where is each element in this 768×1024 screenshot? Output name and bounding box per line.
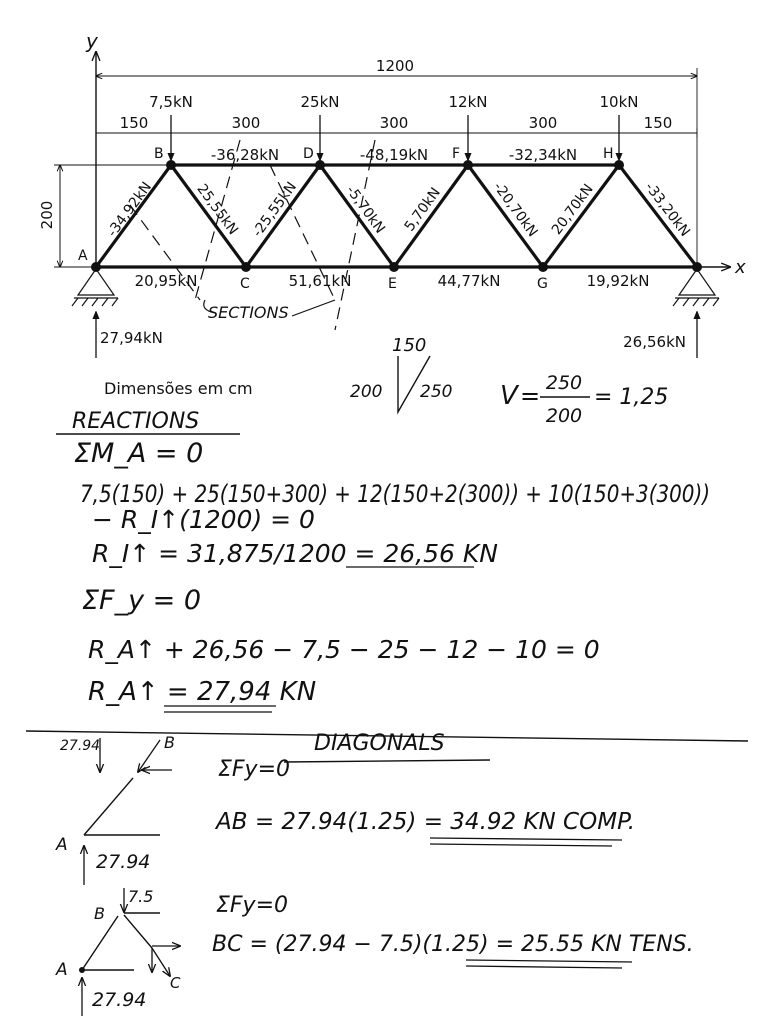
dim-span-1: 150 xyxy=(119,114,149,132)
member-DE xyxy=(320,165,394,267)
dim-height-label: 200 xyxy=(38,200,56,230)
force-GH: 20,70kN xyxy=(548,181,597,238)
reactions-line-1: ΣM_A = 0 xyxy=(74,438,204,469)
force-AC: 20,95kN xyxy=(134,272,198,290)
force-GI: 19,92kN xyxy=(586,272,650,290)
slope-sketch xyxy=(350,335,668,427)
member-GH xyxy=(543,165,619,267)
diagonals-calculation xyxy=(55,731,694,1016)
reaction-left-label: 27,94kN xyxy=(100,329,163,347)
fbd-node-A-1 xyxy=(55,733,175,885)
ratio-label: V xyxy=(500,381,518,411)
node-label-A: A xyxy=(78,248,88,264)
sections-label: SECTIONS xyxy=(208,303,289,322)
member-FG xyxy=(468,165,543,267)
bc-result-underline-1 xyxy=(466,960,632,962)
fbd2-top-load: 7.5 xyxy=(128,887,154,906)
fbd2-node-bottom: A xyxy=(56,960,68,980)
node-label-H: H xyxy=(603,146,614,162)
reactions-heading: REACTIONS xyxy=(72,409,200,434)
load-B: 7,5kN xyxy=(149,93,193,111)
dim-span-4: 300 xyxy=(528,114,558,132)
force-EG: 44,77kN xyxy=(437,272,501,290)
fbd2-reaction: 27.94 xyxy=(92,989,147,1011)
node-label-B: B xyxy=(154,146,164,162)
fbd1-reaction: 27.94 xyxy=(96,851,151,873)
bc-result-underline-2 xyxy=(466,966,622,968)
diagonals-bc-line: BC = (27.94 − 7.5)(1.25) = 25.55 KN TENS. xyxy=(212,932,694,957)
fbd2-node-top: B xyxy=(94,904,105,923)
diagonals-heading: DIAGONALS xyxy=(314,731,445,756)
fbd2-node-c: C xyxy=(170,974,181,992)
node-label-G: G xyxy=(537,276,548,292)
slope-vertical: 200 xyxy=(350,382,383,402)
reactions-line-7: R_A↑ = 27,94 KN xyxy=(88,677,317,707)
dim-span-2: 300 xyxy=(231,114,261,132)
fbd2-member-AB xyxy=(82,916,118,970)
fbd1-top-load: 27.94 xyxy=(60,738,101,754)
force-BD: -36,28kN xyxy=(210,146,280,164)
units-note: Dimensões em cm xyxy=(104,379,253,398)
slope-horizontal: 150 xyxy=(392,335,427,356)
ratio-equals: = xyxy=(520,382,541,410)
member-HI xyxy=(619,165,697,267)
ratio-denominator: 200 xyxy=(545,405,583,427)
force-AB: -34,92kN xyxy=(104,179,156,241)
fbd-node-AB-2 xyxy=(55,887,181,1016)
ab-result-underline-1 xyxy=(430,838,622,840)
dim-span-5: 150 xyxy=(643,114,673,132)
force-FH: -32,34kN xyxy=(508,146,578,164)
node-label-E: E xyxy=(388,276,397,292)
fbd1-node-bottom: A xyxy=(56,835,68,855)
ratio-value: = 1,25 xyxy=(594,385,669,410)
fbd1-member xyxy=(84,778,133,835)
dim-total-label: 1200 xyxy=(375,57,415,75)
force-HI: -33,20kN xyxy=(641,179,693,240)
diagonals-heading-underline xyxy=(284,760,490,762)
truss-members xyxy=(96,165,697,267)
load-F: 12kN xyxy=(448,93,488,111)
reactions-line-5: ΣF_y = 0 xyxy=(82,585,202,616)
fbd2-bc-force-arrow xyxy=(152,948,170,976)
fbd1-node-top: B xyxy=(164,733,175,752)
diagonals-eq2: ΣFy=0 xyxy=(216,893,289,918)
force-BC: 25,55kN xyxy=(193,181,242,239)
force-DE: -5,70kN xyxy=(342,182,388,237)
node-label-C: C xyxy=(240,276,250,292)
support-left xyxy=(72,269,118,306)
member-CD xyxy=(246,165,320,267)
node-label-F: F xyxy=(452,146,461,162)
force-CD: -25,55kN xyxy=(249,179,300,241)
sections-leader-right xyxy=(292,300,335,316)
support-right xyxy=(673,269,719,306)
load-H: 10kN xyxy=(599,93,639,111)
y-axis-label: y xyxy=(86,29,98,53)
slope-hypotenuse: 250 xyxy=(420,382,453,402)
diagonals-eq1: ΣFy=0 xyxy=(218,757,291,782)
ab-result-underline-2 xyxy=(430,844,612,846)
member-EF xyxy=(394,165,468,267)
fbd1-member-force-arrow xyxy=(138,740,160,772)
force-DF: -48,19kN xyxy=(359,146,429,164)
reactions-line-6: R_A↑ + 26,56 − 7,5 − 25 − 12 − 10 = 0 xyxy=(88,635,600,664)
force-FG: -20,70kN xyxy=(489,179,541,241)
dim-span-3: 300 xyxy=(379,114,409,132)
fbd2-member-BC xyxy=(124,915,152,948)
diagonals-ab-line: AB = 27.94(1.25) = 34.92 KN COMP. xyxy=(216,809,636,835)
x-axis-label: x xyxy=(735,257,746,278)
reactions-line-2: 7,5(150) + 25(150+300) + 12(150+2(300)) + 10(150+3(300)) xyxy=(80,480,710,508)
node-label-D: D xyxy=(303,146,314,162)
reactions-calculation xyxy=(56,409,710,712)
load-D: 25kN xyxy=(300,93,340,111)
reactions-line-4: R_I↑ = 31,875/1200 = 26,56 KN xyxy=(92,539,499,568)
reaction-right-label: 26,56kN xyxy=(623,333,686,351)
reactions-line-3: − R_I↑(1200) = 0 xyxy=(92,505,315,534)
force-CE: 51,61kN xyxy=(288,272,352,290)
ratio-numerator: 250 xyxy=(545,372,583,394)
force-EF: 5,70kN xyxy=(401,184,444,235)
